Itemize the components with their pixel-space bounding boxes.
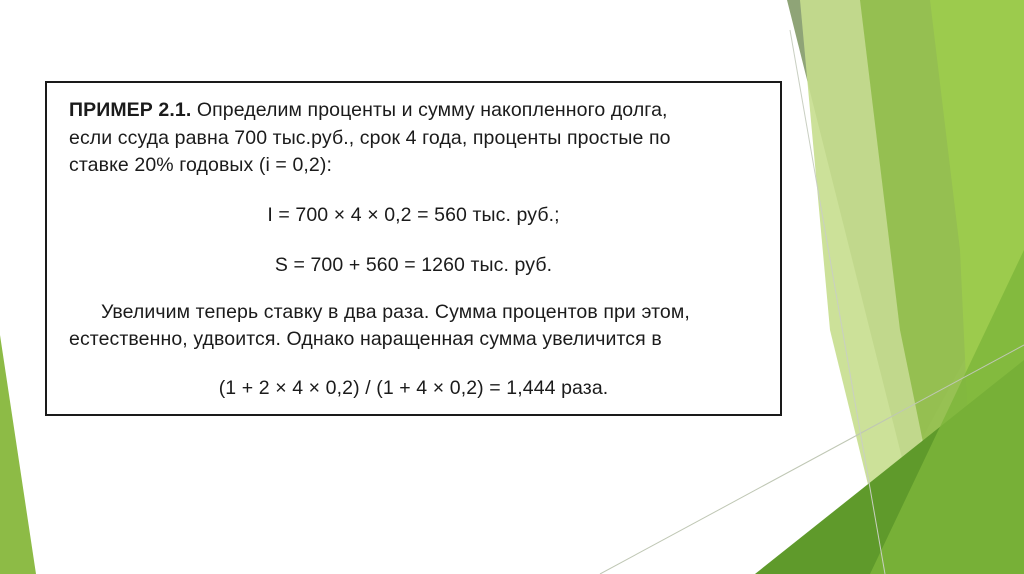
left-green-sliver [0,335,36,574]
example-text-box [45,81,782,416]
formula-sum: S = 700 + 560 = 1260 тыс. руб. [274,254,553,276]
paragraph-line-1: Увеличим теперь ставку в два раза. Сумма процентов при этом, [101,301,690,323]
formula-interest: I = 700 × 4 × 0,2 = 560 тыс. руб.; [267,204,560,226]
paragraph-line-2: естественно, удвоится. Однако наращенная сумма увеличится в [69,328,662,350]
formula-ratio: (1 + 2 × 4 × 0,2) / (1 + 4 × 0,2) = 1,444 раза. [218,377,609,399]
intro-line-1-text: Определим проценты и сумму накопленного долга, [196,99,668,121]
example-heading: ПРИМЕР 2.1. [69,99,192,121]
intro-line-1 [69,99,668,122]
intro-line-2: если ссуда равна 700 тыс.руб., срок 4 года, проценты простые по [69,127,671,149]
intro-line-3: ставке 20% годовых (i = 0,2): [69,154,332,176]
